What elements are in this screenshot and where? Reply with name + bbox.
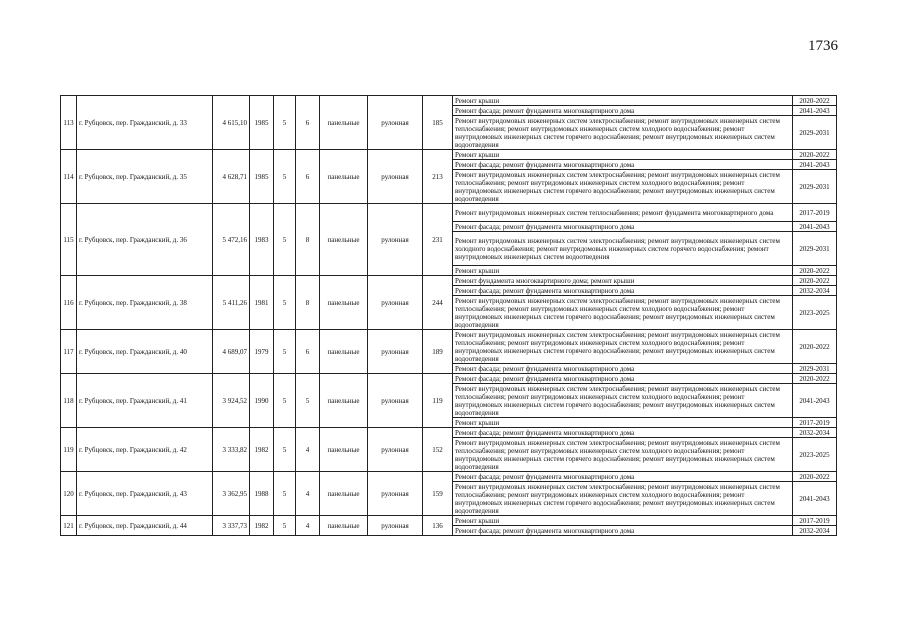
table-row [61, 204, 837, 222]
wall-material-cell: панельные [320, 516, 368, 536]
entrances-cell: 6 [296, 150, 320, 204]
residents-count-cell: 189 [423, 330, 453, 374]
build-year-cell: 1983 [250, 204, 274, 276]
table-row [61, 330, 837, 364]
build-year-cell: 1990 [250, 374, 274, 428]
residents-count-cell: 119 [423, 374, 453, 428]
roof-type-cell: рулонная [368, 428, 423, 472]
period-cell: 2020-2022 [793, 266, 837, 276]
roof-type-cell: рулонная [368, 516, 423, 536]
work-type-cell: Ремонт фасада; ремонт фундамента многоквартирного дома [453, 428, 793, 438]
row-number-cell: 113 [61, 96, 77, 150]
period-cell: 2020-2022 [793, 96, 837, 106]
work-type-cell: Ремонт крыши [453, 516, 793, 526]
build-year-cell: 1985 [250, 150, 274, 204]
work-type-cell: Ремонт внутридомовых инженерных систем электроснабжения; ремонт внутридомовых инженерных систем теплоснабжения; ремонт внутридомовых инженерных систем холодного водоснабжения; ремонт внутридомовых инженерных систем горячего водоснабжения; ремонт внутридомовых инженерных систем водоотведения [453, 330, 793, 364]
entrances-cell: 4 [296, 516, 320, 536]
row-number-cell: 118 [61, 374, 77, 428]
total-area-cell: 4 628,71 [213, 150, 250, 204]
wall-material-cell: панельные [320, 428, 368, 472]
period-cell: 2029-2031 [793, 170, 837, 204]
period-cell: 2020-2022 [793, 472, 837, 482]
total-area-cell: 4 615,10 [213, 96, 250, 150]
period-cell: 2032-2034 [793, 526, 837, 536]
period-cell: 2029-2031 [793, 364, 837, 374]
residents-count-cell: 231 [423, 204, 453, 276]
roof-type-cell: рулонная [368, 374, 423, 428]
period-cell: 2017-2019 [793, 418, 837, 428]
roof-type-cell: рулонная [368, 96, 423, 150]
row-number-cell: 119 [61, 428, 77, 472]
entrances-cell: 4 [296, 472, 320, 516]
total-area-cell: 3 362,95 [213, 472, 250, 516]
roof-type-cell: рулонная [368, 472, 423, 516]
floors-cell: 5 [274, 96, 296, 150]
row-number-cell: 114 [61, 150, 77, 204]
work-type-cell: Ремонт фасада; ремонт фундамента многоквартирного дома [453, 286, 793, 296]
table-row [61, 96, 837, 106]
table-row [61, 276, 837, 286]
period-cell: 2020-2022 [793, 276, 837, 286]
work-type-cell: Ремонт фасада; ремонт фундамента многоквартирного дома [453, 160, 793, 170]
wall-material-cell: панельные [320, 472, 368, 516]
page-number: 1736 [808, 38, 838, 54]
build-year-cell: 1988 [250, 472, 274, 516]
period-cell: 2041-2043 [793, 482, 837, 516]
address-cell: г. Рубцовск, пер. Гражданский, д. 43 [77, 472, 213, 516]
work-type-cell: Ремонт фасада; ремонт фундамента многоквартирного дома [453, 472, 793, 482]
row-number-cell: 117 [61, 330, 77, 374]
period-cell: 2032-2034 [793, 286, 837, 296]
floors-cell: 5 [274, 204, 296, 276]
floors-cell: 5 [274, 472, 296, 516]
work-type-cell: Ремонт крыши [453, 96, 793, 106]
work-type-cell: Ремонт внутридомовых инженерных систем электроснабжения; ремонт внутридомовых инженерных систем теплоснабжения; ремонт внутридомовых инженерных систем холодного водоснабжения; ремонт внутридомовых инженерных систем горячего водоснабжения; ремонт внутридомовых инженерных систем водоотведения [453, 438, 793, 472]
floors-cell: 5 [274, 374, 296, 428]
roof-type-cell: рулонная [368, 150, 423, 204]
wall-material-cell: панельные [320, 96, 368, 150]
period-cell: 2041-2043 [793, 160, 837, 170]
entrances-cell: 6 [296, 330, 320, 374]
entrances-cell: 8 [296, 204, 320, 276]
table-row [61, 516, 837, 526]
period-cell: 2017-2019 [793, 516, 837, 526]
total-area-cell: 3 333,82 [213, 428, 250, 472]
residents-count-cell: 213 [423, 150, 453, 204]
table-row [61, 428, 837, 438]
period-cell: 2041-2043 [793, 222, 837, 232]
period-cell: 2023-2025 [793, 296, 837, 330]
entrances-cell: 6 [296, 96, 320, 150]
entrances-cell: 5 [296, 374, 320, 428]
address-cell: г. Рубцовск, пер. Гражданский, д. 44 [77, 516, 213, 536]
period-cell: 2032-2034 [793, 428, 837, 438]
address-cell: г. Рубцовск, пер. Гражданский, д. 33 [77, 96, 213, 150]
repair-schedule-table [60, 95, 837, 536]
period-cell: 2020-2022 [793, 330, 837, 364]
entrances-cell: 4 [296, 428, 320, 472]
floors-cell: 5 [274, 150, 296, 204]
total-area-cell: 5 411,26 [213, 276, 250, 330]
work-type-cell: Ремонт фундамента многоквартирного дома; ремонт крыши [453, 276, 793, 286]
work-type-cell: Ремонт внутридомовых инженерных систем электроснабжения; ремонт внутридомовых инженерных систем теплоснабжения; ремонт внутридомовых инженерных систем холодного водоснабжения; ремонт внутридомовых инженерных систем горячего водоснабжения; ремонт внутридомовых инженерных систем водоотведения [453, 384, 793, 418]
row-number-cell: 121 [61, 516, 77, 536]
build-year-cell: 1982 [250, 516, 274, 536]
wall-material-cell: панельные [320, 204, 368, 276]
table-row [61, 150, 837, 160]
work-type-cell: Ремонт фасада; ремонт фундамента многоквартирного дома [453, 222, 793, 232]
roof-type-cell: рулонная [368, 204, 423, 276]
residents-count-cell: 159 [423, 472, 453, 516]
address-cell: г. Рубцовск, пер. Гражданский, д. 38 [77, 276, 213, 330]
work-type-cell: Ремонт крыши [453, 266, 793, 276]
roof-type-cell: рулонная [368, 330, 423, 374]
wall-material-cell: панельные [320, 330, 368, 374]
period-cell: 2020-2022 [793, 374, 837, 384]
total-area-cell: 3 337,73 [213, 516, 250, 536]
work-type-cell: Ремонт фасада; ремонт фундамента многоквартирного дома [453, 374, 793, 384]
period-cell: 2017-2019 [793, 204, 837, 222]
residents-count-cell: 152 [423, 428, 453, 472]
work-type-cell: Ремонт фасада; ремонт фундамента многоквартирного дома [453, 364, 793, 374]
period-cell: 2029-2031 [793, 116, 837, 150]
table-row [61, 472, 837, 482]
period-cell: 2020-2022 [793, 150, 837, 160]
work-type-cell: Ремонт внутридомовых инженерных систем электроснабжения; ремонт внутридомовых инженерных систем теплоснабжения; ремонт внутридомовых инженерных систем холодного водоснабжения; ремонт внутридомовых инженерных систем горячего водоснабжения; ремонт внутридомовых инженерных систем водоотведения [453, 482, 793, 516]
residents-count-cell: 185 [423, 96, 453, 150]
period-cell: 2041-2043 [793, 106, 837, 116]
build-year-cell: 1981 [250, 276, 274, 330]
floors-cell: 5 [274, 516, 296, 536]
work-type-cell: Ремонт внутридомовых инженерных систем теплоснабжения; ремонт фундамента многоквартирного дома [453, 204, 793, 222]
build-year-cell: 1985 [250, 96, 274, 150]
build-year-cell: 1982 [250, 428, 274, 472]
table-row [61, 374, 837, 384]
work-type-cell: Ремонт внутридомовых инженерных систем электроснабжения; ремонт внутридомовых инженерных систем холодного водоснабжения; ремонт внутридомовых инженерных систем горячего водоснабжения; ремонт внутридомовых инженерных систем водоотведения [453, 232, 793, 266]
address-cell: г. Рубцовск, пер. Гражданский, д. 40 [77, 330, 213, 374]
build-year-cell: 1979 [250, 330, 274, 374]
wall-material-cell: панельные [320, 150, 368, 204]
work-type-cell: Ремонт внутридомовых инженерных систем электроснабжения; ремонт внутридомовых инженерных систем теплоснабжения; ремонт внутридомовых инженерных систем холодного водоснабжения; ремонт внутридомовых инженерных систем горячего водоснабжения; ремонт внутридомовых инженерных систем водоотведения [453, 296, 793, 330]
wall-material-cell: панельные [320, 374, 368, 428]
period-cell: 2023-2025 [793, 438, 837, 472]
row-number-cell: 120 [61, 472, 77, 516]
roof-type-cell: рулонная [368, 276, 423, 330]
address-cell: г. Рубцовск, пер. Гражданский, д. 42 [77, 428, 213, 472]
floors-cell: 5 [274, 330, 296, 374]
wall-material-cell: панельные [320, 276, 368, 330]
work-type-cell: Ремонт крыши [453, 418, 793, 428]
work-type-cell: Ремонт внутридомовых инженерных систем электроснабжения; ремонт внутридомовых инженерных систем теплоснабжения; ремонт внутридомовых инженерных систем холодного водоснабжения; ремонт внутридомовых инженерных систем горячего водоснабжения; ремонт внутридомовых инженерных систем водоотведения [453, 116, 793, 150]
address-cell: г. Рубцовск, пер. Гражданский, д. 36 [77, 204, 213, 276]
period-cell: 2029-2031 [793, 232, 837, 266]
residents-count-cell: 244 [423, 276, 453, 330]
floors-cell: 5 [274, 276, 296, 330]
address-cell: г. Рубцовск, пер. Гражданский, д. 41 [77, 374, 213, 428]
work-type-cell: Ремонт внутридомовых инженерных систем электроснабжения; ремонт внутридомовых инженерных систем теплоснабжения; ремонт внутридомовых инженерных систем холодного водоснабжения; ремонт внутридомовых инженерных систем горячего водоснабжения; ремонт внутридомовых инженерных систем водоотведения [453, 170, 793, 204]
residents-count-cell: 136 [423, 516, 453, 536]
work-type-cell: Ремонт крыши [453, 150, 793, 160]
total-area-cell: 4 689,07 [213, 330, 250, 374]
total-area-cell: 3 924,52 [213, 374, 250, 428]
address-cell: г. Рубцовск, пер. Гражданский, д. 35 [77, 150, 213, 204]
row-number-cell: 115 [61, 204, 77, 276]
row-number-cell: 116 [61, 276, 77, 330]
entrances-cell: 8 [296, 276, 320, 330]
work-type-cell: Ремонт фасада; ремонт фундамента многоквартирного дома [453, 106, 793, 116]
total-area-cell: 5 472,16 [213, 204, 250, 276]
period-cell: 2041-2043 [793, 384, 837, 418]
floors-cell: 5 [274, 428, 296, 472]
work-type-cell: Ремонт фасада; ремонт фундамента многоквартирного дома [453, 526, 793, 536]
